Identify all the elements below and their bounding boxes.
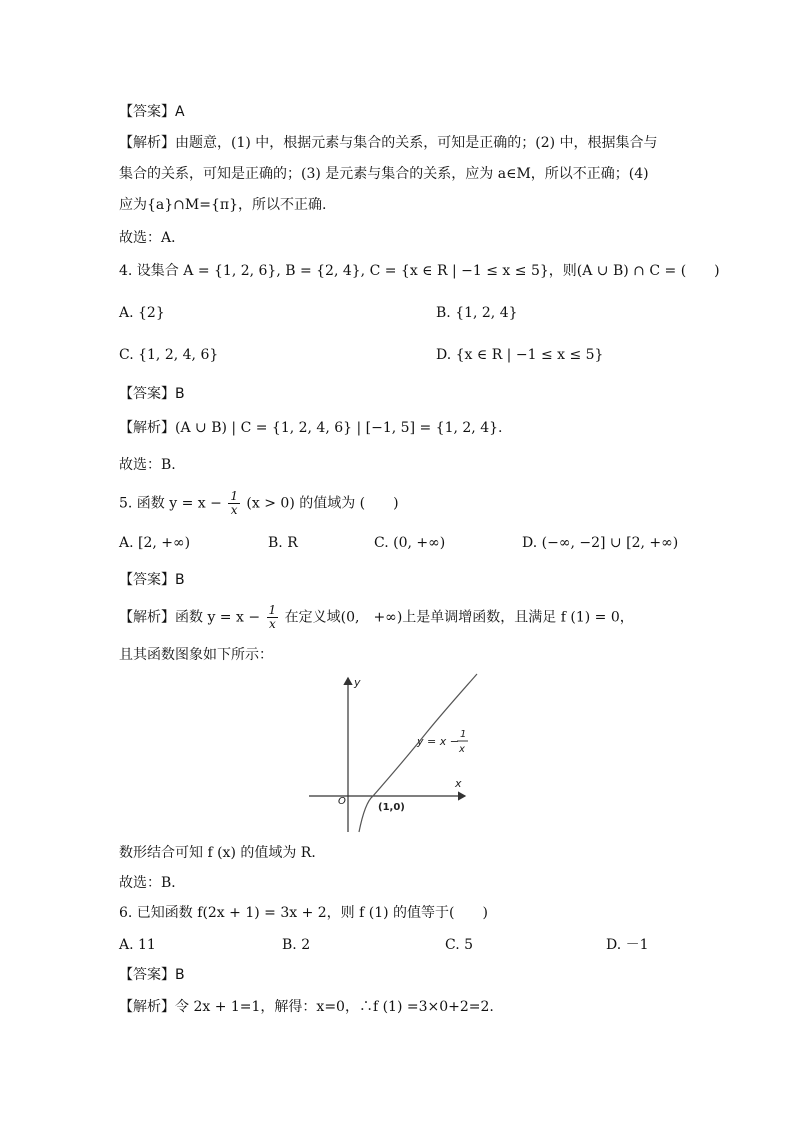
intercept-label: (1,0) — [378, 802, 405, 813]
q4-option-b: B. {1, 2, 4} — [436, 305, 518, 321]
q5-option-c: C. (0, +∞) — [374, 535, 446, 551]
q3-analysis-line1: 【解析】由题意，(1) 中，根据元素与集合的关系，可知是正确的；(2) 中，根据集合与 — [119, 135, 658, 151]
q5-choose: 故选：B． — [119, 875, 186, 891]
q5-analysis-pre: 【解析】函数 y = x − — [119, 609, 261, 626]
q6-option-b: B. 2 — [282, 937, 311, 953]
q6-option-c: C. 5 — [445, 937, 474, 953]
q5-stem-fraction-num: 1 — [230, 489, 238, 503]
q6-analysis: 【解析】令 2x + 1=1，解得：x=0，∴f (1) =3×0+2=2. — [119, 999, 494, 1015]
q5-analysis-fraction-den: x — [268, 617, 276, 631]
q4-analysis: 【解析】(A ∪ B) | C = {1, 2, 4, 6} | [−1, 5] = {1, 2, 4}. — [119, 420, 503, 436]
q5-stem-fraction — [228, 490, 240, 517]
curve-label: y = x − — [417, 735, 459, 748]
q3-answer: 【答案】A — [119, 104, 185, 120]
q5-graph-intro: 且其函数图象如下所示： — [119, 647, 273, 663]
q5-answer: 【答案】B — [119, 572, 185, 588]
q5-option-b: B. R — [268, 535, 298, 551]
q6-option-d: D. －1 — [606, 937, 649, 953]
q6-option-a: A. 11 — [119, 937, 156, 953]
q5-analysis-fraction-num: 1 — [268, 603, 277, 617]
q4-option-d: D. {x ∈ R | −1 ≤ x ≤ 5} — [436, 347, 604, 363]
q6-answer: 【答案】B — [119, 967, 185, 983]
q5-analysis-fraction — [267, 604, 279, 631]
q3-analysis-line3: 应为{a}∩M={π}，所以不正确. — [119, 197, 327, 213]
q4-option-a: A. {2} — [119, 305, 165, 321]
q5-stem-pre: 5. 函数 y = x − — [119, 495, 222, 512]
q5-conclusion: 数形结合可知 f (x) 的值域为 R． — [119, 845, 326, 861]
q5-stem — [119, 490, 399, 517]
q5-option-a: A. [2, +∞) — [119, 535, 191, 551]
curve-label-fraction-den: x — [459, 744, 465, 755]
q4-choose: 故选：B. — [119, 457, 176, 473]
q5-analysis — [119, 604, 634, 631]
y-axis-label: y — [354, 676, 361, 689]
q4-option-c: C. {1, 2, 4, 6} — [119, 347, 219, 363]
q5-stem-post: (x > 0) 的值域为 ( ) — [246, 495, 399, 512]
q5-option-d: D. (−∞, −2] ∪ [2, +∞) — [522, 535, 679, 551]
q6-stem: 6. 已知函数 f(2x + 1) = 3x + 2，则 f (1) 的值等于( ) — [119, 905, 488, 921]
q4-stem: 4. 设集合 A = {1, 2, 6}, B = {2, 4}, C = {x ∈ R | −1 ≤ x ≤ 5}，则(A ∪ B) ∩ C = ( ) — [119, 263, 720, 279]
x-axis-label: x — [455, 777, 462, 790]
q3-analysis-line2: 集合的关系，可知是正确的；(3) 是元素与集合的关系，应为 a∈M，所以不正确；(4) — [119, 166, 649, 182]
curve-label-fraction-num: 1 — [460, 729, 467, 740]
function-graph — [305, 672, 485, 834]
q5-analysis-post: 在定义域(0, +∞)上是单调增函数，且满足 f (1) = 0， — [284, 609, 634, 626]
q5-stem-fraction-den: x — [230, 503, 238, 517]
origin-label: O — [338, 796, 346, 807]
q3-choose: 故选：A． — [119, 230, 186, 246]
q4-answer: 【答案】B — [119, 386, 185, 402]
